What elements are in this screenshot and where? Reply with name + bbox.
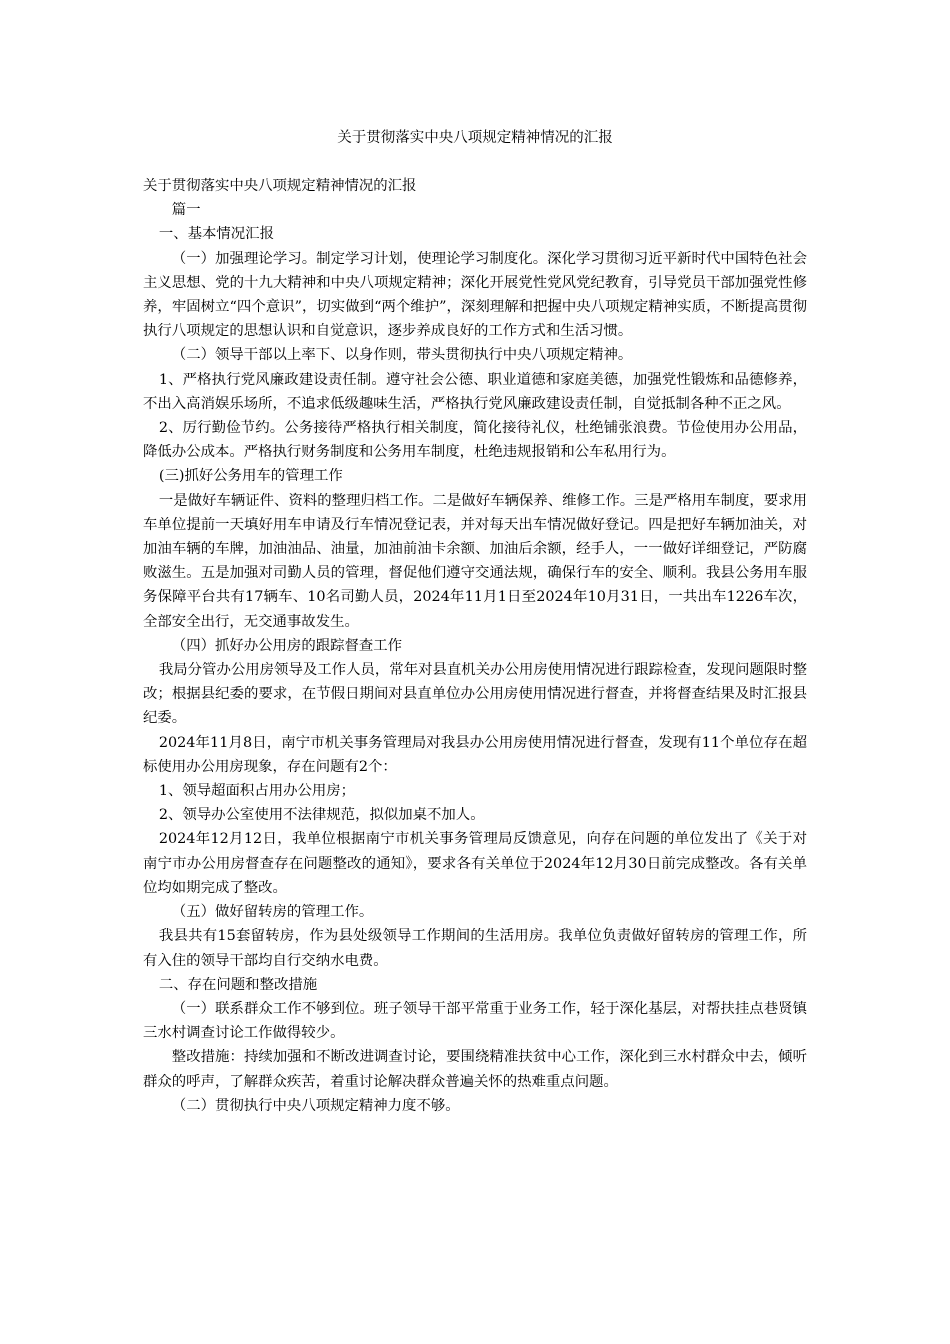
- paragraph: 2、领导办公室使用不法律规范，拟似加桌不加人。: [158, 807, 485, 824]
- paragraph: （五）做好留转房的管理工作。: [171, 904, 374, 921]
- paragraph: （二）贯彻执行中央八项规定精神力度不够。: [171, 1097, 460, 1114]
- paragraph: 1、领导超面积占用办公用房；: [158, 783, 356, 800]
- paragraph: （四）抓好办公用房的跟踪督查工作: [171, 637, 403, 654]
- paragraph: 一是做好车辆证件、资料的整理归档工作。二是做好车辆保养、维修工作。三是严格用车制度，要求用车单位提前一天填好用车申请及行车情况登记表，并对每天出车情况做好登记。四是把好车辆加油关，对加油车辆的车牌，加油油品、油量，加油前油卡余额、加油后余额，经手人，一一做好详细登记，严防腐败滋生。五是加强对司勤人员的管理，督促他们遵守交通法规，确保行车的安全、顺利。我县公务用车服务保障平台共有17辆车、10名司勤人员，2024年11月1日至2024年10月31日，一共出车1226车次，全部安全出行，无交通事故发生。: [143, 492, 807, 630]
- paragraph: 二、存在问题和整改措施: [158, 976, 318, 993]
- paragraph: 1、严格执行党风廉政建设责任制。遵守社会公德、职业道德和家庭美德，加强党性锻炼和品德修养，不出入高消娱乐场所，不追求低级趣味生活，严格执行党风廉政建设责任制，自觉抵制各种不正之风。: [143, 371, 807, 412]
- paragraph: （一）联系群众工作不够到位。班子领导干部平常重于业务工作，轻于深化基层，对帮扶挂点巷贤镇三水村调查讨论工作做得较少。: [143, 1000, 807, 1042]
- paragraph: 我局分管办公用房领导及工作人员，常年对县直机关办公用房使用情况进行跟踪检查，发现问题限时整改；根据县纪委的要求，在节假日期间对县直单位办公用房使用情况进行督查，并将督查结果及时汇报县纪委。: [143, 662, 807, 727]
- paragraph: 2024年11月8日，南宁市机关事务管理局对我县办公用房使用情况进行督查，发现有11个单位存在超标使用办公用房现象，存在问题有2个：: [143, 734, 807, 775]
- document-body: [143, 174, 807, 1118]
- paragraph: 整改措施：持续加强和不断改进调查讨论，要围绕精准扶贫中心工作，深化到三水村群众中去，倾听群众的呼声，了解群众疾苦，着重讨论解决群众普遍关怀的热难重点问题。: [143, 1049, 807, 1090]
- document-title: 关于贯彻落实中央八项规定精神情况的汇报: [337, 130, 613, 146]
- paragraph: （二）领导干部以上率下、以身作则，带头贯彻执行中央八项规定精神。: [171, 347, 633, 364]
- paragraph: 2024年12月12日，我单位根据南宁市机关事务管理局反馈意见，向存在问题的单位发出了《关于对南宁市办公用房督查存在问题整改的通知》，要求各有关单位于2024年12月30日前完成整改。各有关单位均如期完成了整改。: [143, 831, 807, 896]
- paragraph: （一）加强理论学习。制定学习计划，使理论学习制度化。深化学习贯彻习近平新时代中国特色社会主义思想、党的十九大精神和中央八项规定精神；深化开展党性党风党纪教育，引导党员干部加强党性修养，牢固树立“四个意识”，切实做到“两个维护”，深刻理解和把握中央八项规定精神实质，不断提高贯彻执行八项规定的思想认识和自觉意识，逐步养成良好的工作方式和生活习惯。: [143, 250, 807, 340]
- paragraph: 篇一: [171, 202, 201, 219]
- paragraph: 一、基本情况汇报: [158, 226, 274, 243]
- paragraph: 关于贯彻落实中央八项规定精神情况的汇报: [143, 178, 417, 194]
- paragraph: 我县共有15套留转房，作为县处级领导工作期间的生活用房。我单位负责做好留转房的管理工作，所有入住的领导干部均自行交纳水电费。: [143, 928, 807, 969]
- paragraph: (三)抓好公务用车的管理工作: [158, 468, 343, 485]
- paragraph: 2、厉行勤俭节约。公务接待严格执行相关制度，简化接待礼仪，杜绝铺张浪费。节俭使用办公用品，降低办公成本。严格执行财务制度和公务用车制度，杜绝违规报销和公车私用行为。: [143, 420, 807, 461]
